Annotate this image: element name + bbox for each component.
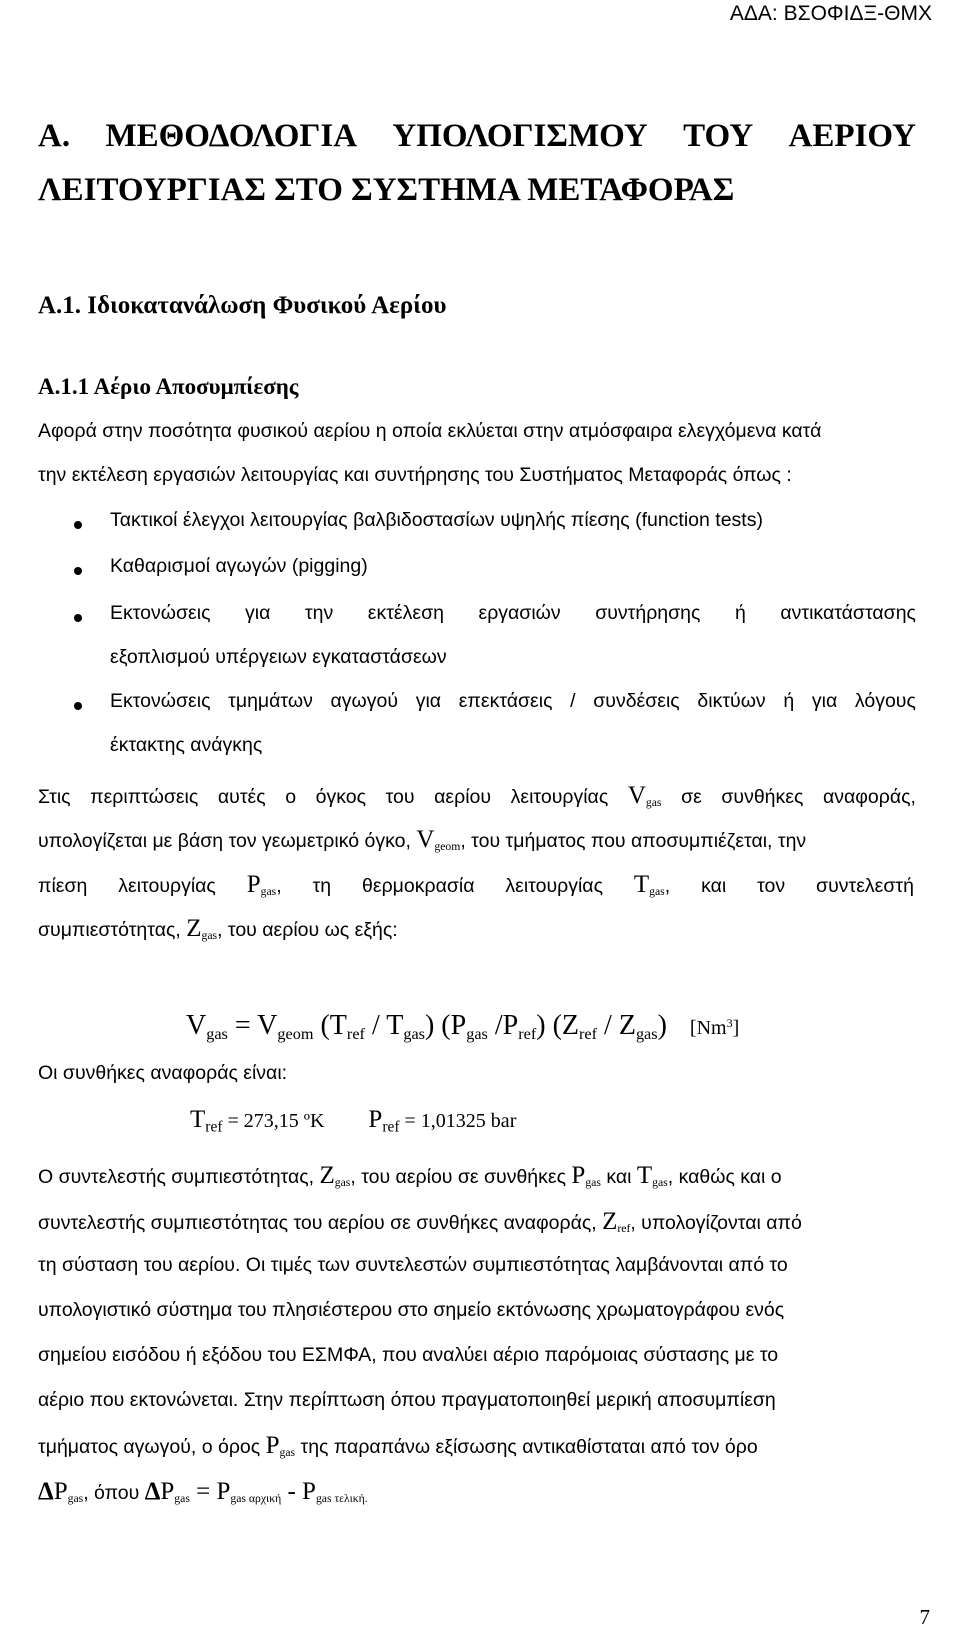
title-word: ΤΟΥ [683, 118, 754, 154]
para1-line-2 [38, 826, 920, 854]
bullet-item-3-line-2: εξοπλισμού υπέργειων εγκαταστάσεων [110, 646, 447, 668]
symbol-delta: Δ [144, 1478, 161, 1505]
t-ref-value: = 273,15 ºK [222, 1110, 325, 1132]
eq-sub: ref [579, 1024, 598, 1043]
page-title-line-1 [38, 118, 916, 155]
word: αυτές [217, 786, 266, 808]
word: συνδέσεις [593, 690, 680, 712]
eq-unit-text: [Nm [689, 1017, 727, 1039]
title-word: ΑΕΡΙΟΥ [788, 118, 916, 154]
symbol-v: V [416, 826, 435, 853]
symbol-t: T [636, 1162, 653, 1189]
minus: - [281, 1478, 303, 1505]
para2-line-7 [38, 1432, 920, 1460]
title-word: ΜΕΘΟΔΟΛΟΓΙΑ [105, 118, 358, 154]
t-gas-symbol [634, 871, 670, 899]
para2-line-3: τη σύσταση του αερίου. Οι τιμές των συντελεστών συμπιεστότητας λαμβάνονται από το [38, 1254, 788, 1276]
text: της παραπάνω εξίσωσης αντικαθίσταται από τον όρο [295, 1436, 758, 1458]
subscript-gas: gas [67, 1491, 84, 1505]
eq-unit-sup: 3 [726, 1015, 733, 1030]
title-word: Α. [38, 118, 71, 154]
v-gas-symbol [628, 782, 662, 810]
subscript-gas: gas [260, 884, 277, 898]
word: Στις [38, 786, 71, 808]
eq-unit-end: ] [732, 1017, 740, 1039]
page-number: 7 [919, 1605, 930, 1629]
symbol-t: T [633, 871, 650, 898]
subscript-gas: gas [334, 1175, 351, 1189]
eq-text: / Z [597, 1010, 636, 1041]
eq-text: ) [657, 1010, 667, 1041]
word: τμημάτων [228, 690, 313, 712]
symbol-p: P [246, 871, 261, 898]
eq-text: ) (P [424, 1010, 467, 1041]
text: συμπιεστότητας, [38, 919, 187, 941]
word: αερίου [434, 786, 492, 808]
subscript-gas-initial: gas αρχική [230, 1491, 282, 1505]
equation [186, 1010, 739, 1044]
subscript-gas: gas [652, 1175, 668, 1189]
text: , του αερίου σε συνθήκες [350, 1166, 572, 1188]
para2-line-6: αέριο που εκτονώνεται. Στην περίπτωση όπου πραγματοποιηθεί μερική αποσυμπίεση [38, 1389, 776, 1411]
eq-text: / T [364, 1010, 404, 1041]
word: συνθήκες [721, 786, 804, 808]
subscript-gas: gas [649, 884, 665, 898]
symbol-p: P [265, 1432, 280, 1459]
symbol-v: V [627, 782, 646, 809]
subscript-ref: ref [382, 1118, 400, 1136]
bullet-icon [74, 521, 82, 529]
eq-sub: gas [466, 1024, 488, 1043]
subscript-gas: gas [585, 1175, 601, 1189]
bullet-item-2: Καθαρισμοί αγωγών (pigging) [110, 555, 368, 577]
comma: , [664, 875, 671, 897]
conditions-label: Οι συνθήκες αναφοράς είναι: [38, 1062, 288, 1084]
symbol-p: P [368, 1106, 383, 1133]
word: θερμοκρασία [362, 875, 475, 897]
subscript-ref: ref [617, 1221, 631, 1235]
eq-sub: ref [346, 1024, 365, 1043]
word: αγωγού [330, 690, 399, 712]
bullet-icon [74, 567, 82, 575]
intro-line-1: Αφορά στην ποσότητα φυσικού αερίου η οποία εκλύεται στην ατμόσφαιρα ελεγχόμενα κατά [38, 420, 822, 442]
eq-text: (T [313, 1010, 347, 1041]
bullet-item-1: Τακτικοί έλεγχοι λειτουργίας βαλβιδοστασίων υψηλής πίεσης (function tests) [110, 509, 763, 531]
symbol-z: Z [186, 915, 202, 942]
section-heading: Α.1. Ιδιοκατανάλωση Φυσικού Αερίου [38, 292, 447, 319]
para2-line-8 [38, 1478, 920, 1506]
eq-sub: geom [277, 1024, 314, 1043]
text: , υπολογίζονται από [630, 1212, 802, 1234]
eq-text: V [186, 1010, 207, 1041]
p-gas-symbol [247, 871, 282, 899]
symbol-p: P [160, 1478, 175, 1505]
text: Ο συντελεστής συμπιεστότητας, [38, 1166, 320, 1188]
word: ή [734, 602, 746, 624]
text: και [600, 1166, 637, 1188]
subscript-gas-final: gas τελική. [315, 1491, 368, 1505]
comma: , [276, 875, 282, 897]
bullet-item-4-line-1 [110, 690, 916, 713]
word: λειτουργίας [505, 875, 603, 897]
eq-unit [690, 1017, 739, 1039]
para1-line-1 [38, 782, 916, 810]
word: και [701, 875, 727, 897]
text: , του τμήματος που αποσυμπιέζεται, την [460, 830, 807, 852]
symbol-z: Z [319, 1162, 335, 1189]
word: του [385, 786, 415, 808]
para1-line-4 [38, 915, 920, 943]
intro-line-2: την εκτέλεση εργασιών λειτουργίας και συντήρησης του Συστήματος Μεταφοράς όπως : [38, 464, 792, 486]
word: για [811, 690, 838, 712]
word: Εκτονώσεις [110, 602, 211, 624]
page-title-line-2: ΛΕΙΤΟΥΡΓΙΑΣ ΣΤΟ ΣΥΣΤΗΜΑ ΜΕΤΑΦΟΡΑΣ [38, 172, 735, 208]
text: υπολογίζεται με βάση τον γεωμετρικό όγκο, [38, 830, 417, 852]
subscript-geom: geom [434, 839, 461, 853]
para2-line-4: υπολογιστικό σύστημα του πλησιέστερου στο σημείο εκτόνωσης χρωματογράφου ενός [38, 1299, 785, 1321]
word: λειτουργίας [510, 786, 609, 808]
word: δικτύων [697, 690, 766, 712]
text: , του αερίου ως εξής: [217, 919, 398, 941]
subscript-gas: gas [279, 1445, 296, 1459]
text: , όπου [83, 1482, 145, 1504]
word: εργασιών [478, 602, 561, 624]
reference-conditions [190, 1106, 516, 1137]
symbol-p: P [302, 1478, 316, 1505]
word: τη [312, 875, 332, 897]
word: αντικατάστασης [780, 602, 916, 624]
symbol-p: P [216, 1478, 231, 1505]
word: αναφοράς, [822, 786, 916, 808]
text: τμήματος αγωγού, ο όρος [38, 1436, 266, 1458]
word: συντήρησης [595, 602, 701, 624]
symbol-z: Z [602, 1208, 618, 1235]
bullet-item-3-line-1 [110, 602, 916, 625]
word: εκτέλεση [367, 602, 444, 624]
word: Εκτονώσεις [110, 690, 211, 712]
text: , καθώς και ο [667, 1166, 782, 1188]
eq-sub: ref [518, 1024, 537, 1043]
bullet-icon [74, 614, 82, 622]
eq-text: /P [487, 1010, 519, 1041]
title-word: ΥΠΟΛΟΓΙΣΜΟΥ [392, 118, 648, 154]
word: όγκος [315, 786, 367, 808]
word: σε [681, 786, 702, 808]
para2-line-1 [38, 1162, 920, 1190]
symbol-t: T [190, 1106, 206, 1133]
eq-sub: gas [635, 1024, 658, 1043]
word: για [415, 690, 442, 712]
subscript-gas: gas [201, 928, 218, 942]
equals: = [189, 1478, 217, 1505]
symbol-p: P [571, 1162, 586, 1189]
word: πίεση [38, 875, 88, 897]
word: λόγους [854, 690, 916, 712]
para2-line-5: σημείου εισόδου ή εξόδου του ΕΣΜΦΑ, που αναλύει αέριο παρόμοιας σύστασης με το [38, 1344, 779, 1366]
eq-text: ) (Z [536, 1010, 580, 1041]
ada-code: ΑΔΑ: ΒΣΟΦΙΔΞ-ΘΜΧ [729, 2, 932, 25]
eq-text: V [257, 1010, 278, 1041]
symbol-p: P [53, 1478, 68, 1505]
eq-sub: gas [403, 1024, 425, 1043]
p-ref-value: = 1,01325 bar [399, 1110, 517, 1132]
word: ή [783, 690, 795, 712]
subsection-heading: Α.1.1 Αέριο Αποσυμπίεσης [38, 374, 299, 399]
word: επεκτάσεις [458, 690, 553, 712]
bullet-item-4-line-2: έκτακτης ανάγκης [110, 734, 263, 756]
eq-text: = [227, 1010, 258, 1041]
para2-line-2 [38, 1208, 920, 1236]
text: συντελεστής συμπιεστότητας του αερίου σε συνθήκες αναφοράς, [38, 1212, 603, 1234]
word: την [304, 602, 334, 624]
subscript-gas: gas [174, 1491, 190, 1505]
word: λειτουργίας [118, 875, 216, 897]
subscript-ref: ref [205, 1118, 223, 1136]
word: / [570, 690, 576, 712]
bullet-icon [74, 702, 82, 710]
word: περιπτώσεις [90, 786, 199, 808]
word: τον [757, 875, 786, 897]
word: συντελεστή [816, 875, 914, 897]
para1-line-3 [38, 871, 914, 899]
symbol-delta: Δ [38, 1478, 54, 1505]
word: για [245, 602, 271, 624]
word: ο [285, 786, 297, 808]
eq-sub: gas [206, 1024, 228, 1043]
subscript-gas: gas [645, 795, 662, 809]
